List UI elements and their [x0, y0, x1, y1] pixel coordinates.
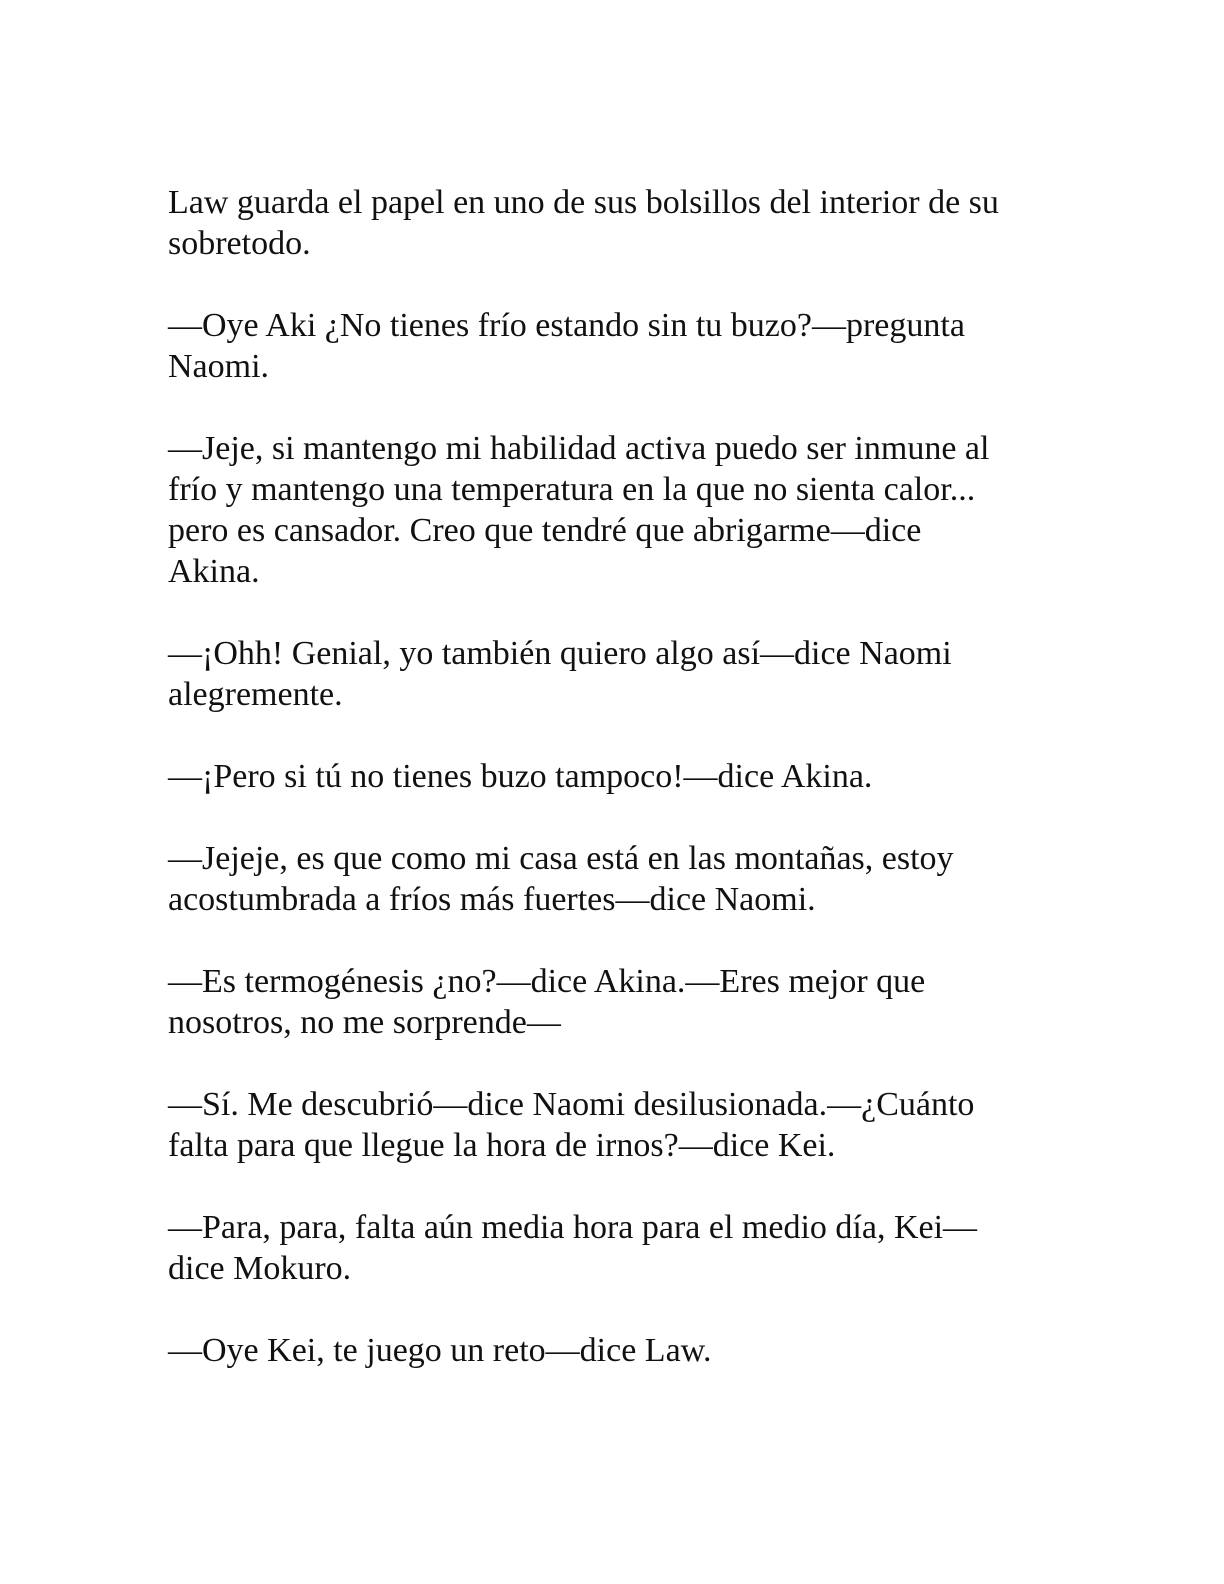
paragraph — [168, 1084, 1048, 1166]
text-line: —Jeje, si mantengo mi habilidad activa puedo ser inmune al — [168, 430, 990, 467]
paragraph — [168, 961, 1048, 1043]
paragraph — [168, 838, 1048, 920]
paragraph — [168, 1330, 1048, 1371]
text-line: nosotros, no me sorprende— — [168, 1004, 561, 1041]
text-line: —Jejeje, es que como mi casa está en las montañas, estoy — [168, 840, 954, 877]
document-body — [168, 182, 1048, 1412]
text-line: —Oye Aki ¿No tienes frío estando sin tu buzo?—pregunta — [168, 307, 965, 344]
paragraph — [168, 1207, 1048, 1289]
text-line: —Oye Kei, te juego un reto—dice Law. — [168, 1332, 712, 1369]
text-line: —Es termogénesis ¿no?—dice Akina.—Eres mejor que — [168, 963, 926, 1000]
text-line: pero es cansador. Creo que tendré que abrigarme—dice — [168, 512, 922, 549]
text-line: Akina. — [168, 553, 260, 590]
paragraph — [168, 305, 1048, 387]
text-line: —¡Pero si tú no tienes buzo tampoco!—dice Akina. — [168, 758, 873, 795]
paragraph — [168, 428, 1048, 592]
text-line: falta para que llegue la hora de irnos?—dice Kei. — [168, 1127, 836, 1164]
text-line: —Sí. Me descubrió—dice Naomi desilusionada.—¿Cuánto — [168, 1086, 975, 1123]
paragraph — [168, 756, 1048, 797]
text-line: —¡Ohh! Genial, yo también quiero algo así—dice Naomi — [168, 635, 952, 672]
text-line: —Para, para, falta aún media hora para el medio día, Kei— — [168, 1209, 978, 1246]
paragraph — [168, 182, 1048, 264]
text-line: sobretodo. — [168, 225, 311, 262]
text-line: acostumbrada a fríos más fuertes—dice Naomi. — [168, 881, 816, 918]
text-line: frío y mantengo una temperatura en la que no sienta calor... — [168, 471, 976, 508]
paragraph — [168, 633, 1048, 715]
text-line: dice Mokuro. — [168, 1250, 352, 1287]
text-line: Law guarda el papel en uno de sus bolsillos del interior de su — [168, 184, 999, 221]
text-line: Naomi. — [168, 348, 270, 385]
text-line: alegremente. — [168, 676, 343, 713]
